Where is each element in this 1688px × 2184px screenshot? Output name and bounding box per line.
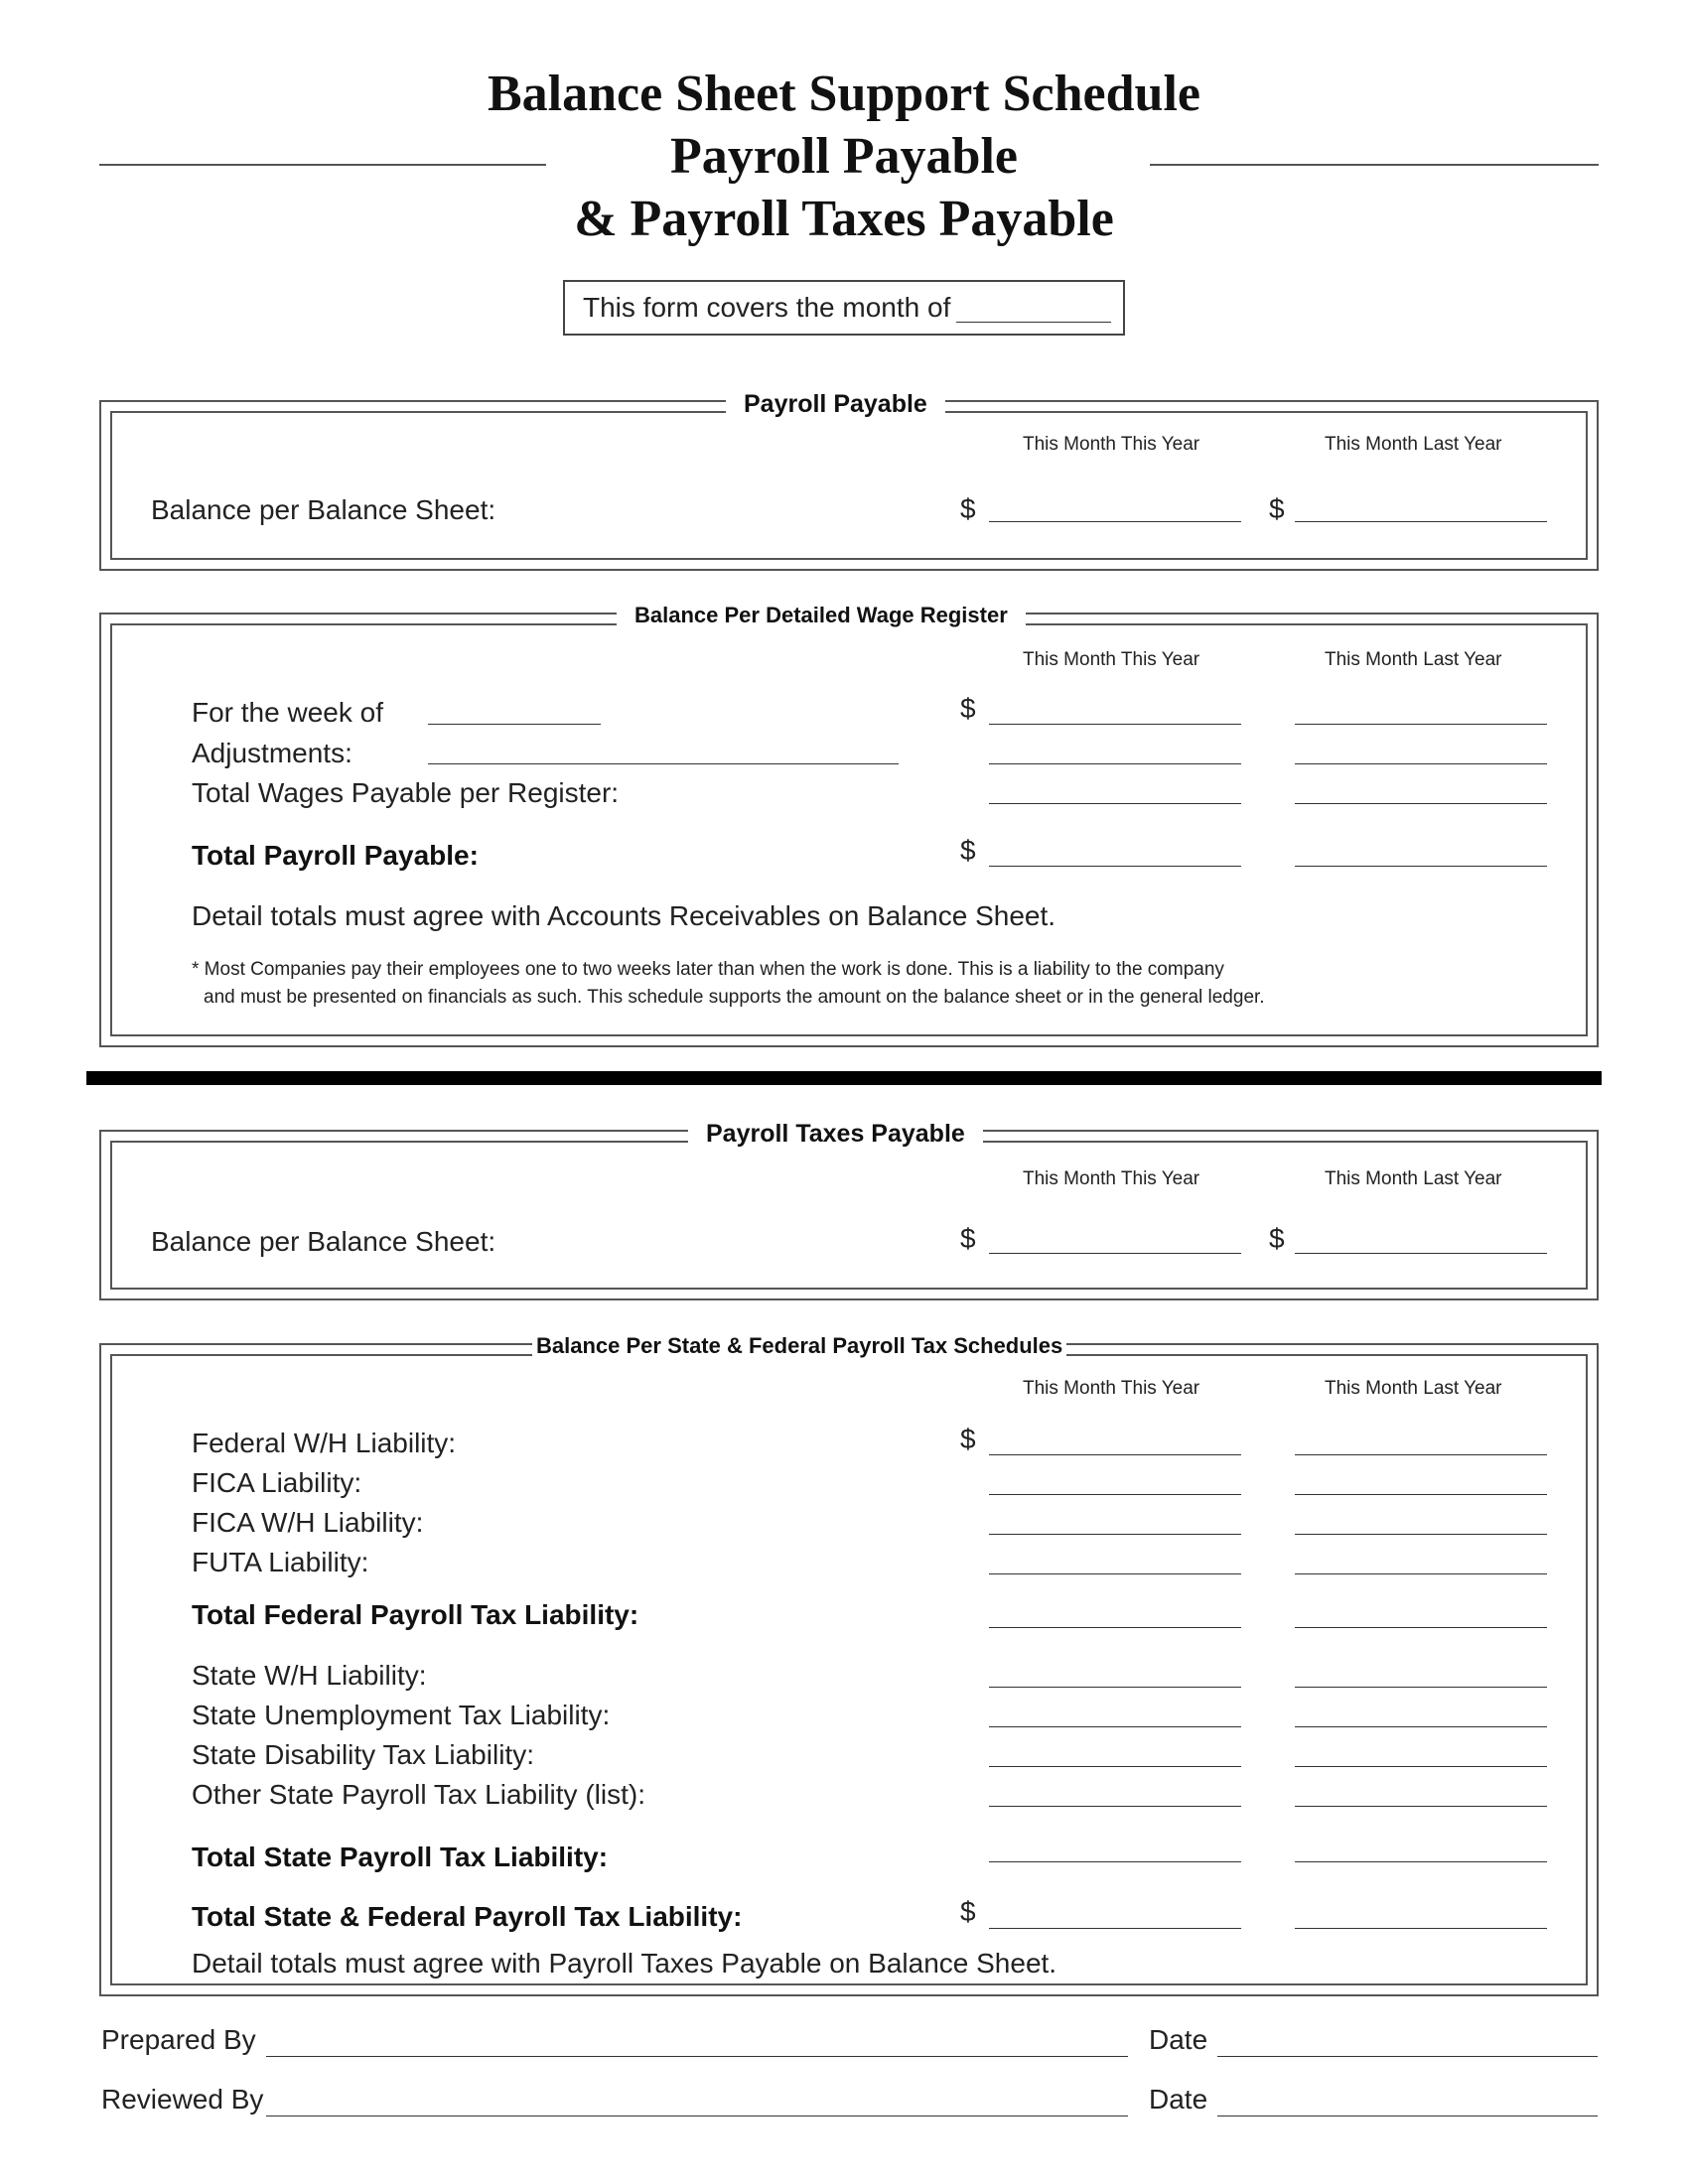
section-divider [86,1071,1602,1085]
prepared-by-line[interactable] [266,2056,1128,2057]
title-rule-left [99,164,546,166]
total-wages-last-year-line[interactable] [1295,803,1547,804]
adjustments-this-year-line[interactable] [989,763,1241,764]
federal-wh-last-year-line[interactable] [1295,1454,1547,1455]
total-state-last-year-line[interactable] [1295,1861,1547,1862]
col-header-last-year: This Month Last Year [1325,1168,1502,1189]
ptp-balance-last-year-line[interactable] [1295,1253,1547,1254]
dollar-sign: $ [960,493,976,524]
dollar-sign: $ [960,835,976,866]
payroll-taxes-section [99,1130,1599,1300]
dollar-sign: $ [960,1424,976,1454]
month-label: This form covers the month of [583,292,951,323]
wage-detail-note: Detail totals must agree with Accounts Receivables on Balance Sheet. [192,900,1056,931]
ptp-balance-this-year-line[interactable] [989,1253,1241,1254]
reviewed-by-label: Reviewed By [101,2084,264,2115]
total-state-this-year-line[interactable] [989,1861,1241,1862]
total-payroll-label: Total Payroll Payable: [192,840,479,871]
other-state-last-year-line[interactable] [1295,1806,1547,1807]
col-header-this-year: This Month This Year [1023,1378,1200,1399]
fica-wh-label: FICA W/H Liability: [192,1507,424,1538]
fica-last-year-line[interactable] [1295,1494,1547,1495]
futa-label: FUTA Liability: [192,1547,369,1577]
state-wh-last-year-line[interactable] [1295,1687,1547,1688]
dollar-sign: $ [960,693,976,724]
col-header-this-year: This Month This Year [1023,649,1200,670]
total-federal-label: Total Federal Payroll Tax Liability: [192,1599,639,1630]
total-state-federal-last-year-line[interactable] [1295,1928,1547,1929]
week-of-this-year-line[interactable] [989,724,1241,725]
federal-wh-this-year-line[interactable] [989,1454,1241,1455]
futa-last-year-line[interactable] [1295,1573,1547,1574]
week-of-last-year-line[interactable] [1295,724,1547,725]
payroll-taxes-title: Payroll Taxes Payable [688,1119,983,1149]
week-of-input-line[interactable] [428,724,601,725]
state-disability-label: State Disability Tax Liability: [192,1739,534,1770]
fica-this-year-line[interactable] [989,1494,1241,1495]
payroll-payable-section [99,400,1599,571]
pp-balance-last-year-line[interactable] [1295,521,1547,522]
fica-label: FICA Liability: [192,1467,362,1498]
prepared-by-label: Prepared By [101,2024,256,2055]
col-header-last-year: This Month Last Year [1325,1378,1502,1399]
fica-wh-this-year-line[interactable] [989,1534,1241,1535]
state-unemployment-last-year-line[interactable] [1295,1726,1547,1727]
dollar-sign: $ [960,1896,976,1927]
total-state-federal-this-year-line[interactable] [989,1928,1241,1929]
col-header-this-year: This Month This Year [1023,434,1200,455]
tax-detail-note: Detail totals must agree with Payroll Taxes Payable on Balance Sheet. [192,1948,1057,1979]
total-state-label: Total State Payroll Tax Liability: [192,1842,609,1872]
adjustments-label: Adjustments: [192,738,352,768]
title-line-1: Balance Sheet Support Schedule [488,66,1200,122]
adjustments-last-year-line[interactable] [1295,763,1547,764]
dollar-sign: $ [960,1223,976,1254]
state-unemployment-label: State Unemployment Tax Liability: [192,1700,611,1730]
week-of-label: For the week of [192,697,383,728]
state-disability-this-year-line[interactable] [989,1766,1241,1767]
footnote-line-1: * Most Companies pay their employees one to two weeks later than when the work is done. This is a liability to the company [192,959,1224,980]
dollar-sign: $ [1269,493,1285,524]
wage-register-title: Balance Per Detailed Wage Register [617,601,1026,630]
total-federal-this-year-line[interactable] [989,1627,1241,1628]
total-payroll-this-year-line[interactable] [989,866,1241,867]
other-state-this-year-line[interactable] [989,1806,1241,1807]
federal-wh-label: Federal W/H Liability: [192,1428,457,1458]
title-rule-right [1150,164,1599,166]
total-payroll-last-year-line[interactable] [1295,866,1547,867]
adjustments-input-line[interactable] [428,763,899,764]
total-wages-label: Total Wages Payable per Register: [192,777,620,808]
other-state-label: Other State Payroll Tax Liability (list): [192,1779,645,1810]
total-state-federal-label: Total State & Federal Payroll Tax Liability: [192,1901,743,1932]
tax-schedules-title: Balance Per State & Federal Payroll Tax Schedules [532,1331,1066,1361]
pp-balance-this-year-line[interactable] [989,521,1241,522]
fica-wh-last-year-line[interactable] [1295,1534,1547,1535]
total-federal-last-year-line[interactable] [1295,1627,1547,1628]
prepared-date-line[interactable] [1217,2056,1598,2057]
state-wh-label: State W/H Liability: [192,1660,427,1691]
futa-this-year-line[interactable] [989,1573,1241,1574]
prepared-date-label: Date [1149,2024,1208,2055]
month-input-line[interactable] [956,322,1111,323]
state-unemployment-this-year-line[interactable] [989,1726,1241,1727]
col-header-last-year: This Month Last Year [1325,649,1502,670]
title-line-2: Payroll Payable [669,128,1018,185]
month-box [563,280,1125,336]
reviewed-date-label: Date [1149,2084,1208,2115]
title-line-3: & Payroll Taxes Payable [574,191,1114,247]
payroll-payable-title: Payroll Payable [726,389,945,419]
pp-balance-label: Balance per Balance Sheet: [151,494,496,525]
col-header-last-year: This Month Last Year [1325,434,1502,455]
col-header-this-year: This Month This Year [1023,1168,1200,1189]
footnote-line-2: and must be presented on financials as such. This schedule supports the amount on the balance sheet or in the general ledger. [204,987,1265,1008]
state-wh-this-year-line[interactable] [989,1687,1241,1688]
dollar-sign: $ [1269,1223,1285,1254]
total-wages-this-year-line[interactable] [989,803,1241,804]
state-disability-last-year-line[interactable] [1295,1766,1547,1767]
ptp-balance-label: Balance per Balance Sheet: [151,1226,496,1257]
